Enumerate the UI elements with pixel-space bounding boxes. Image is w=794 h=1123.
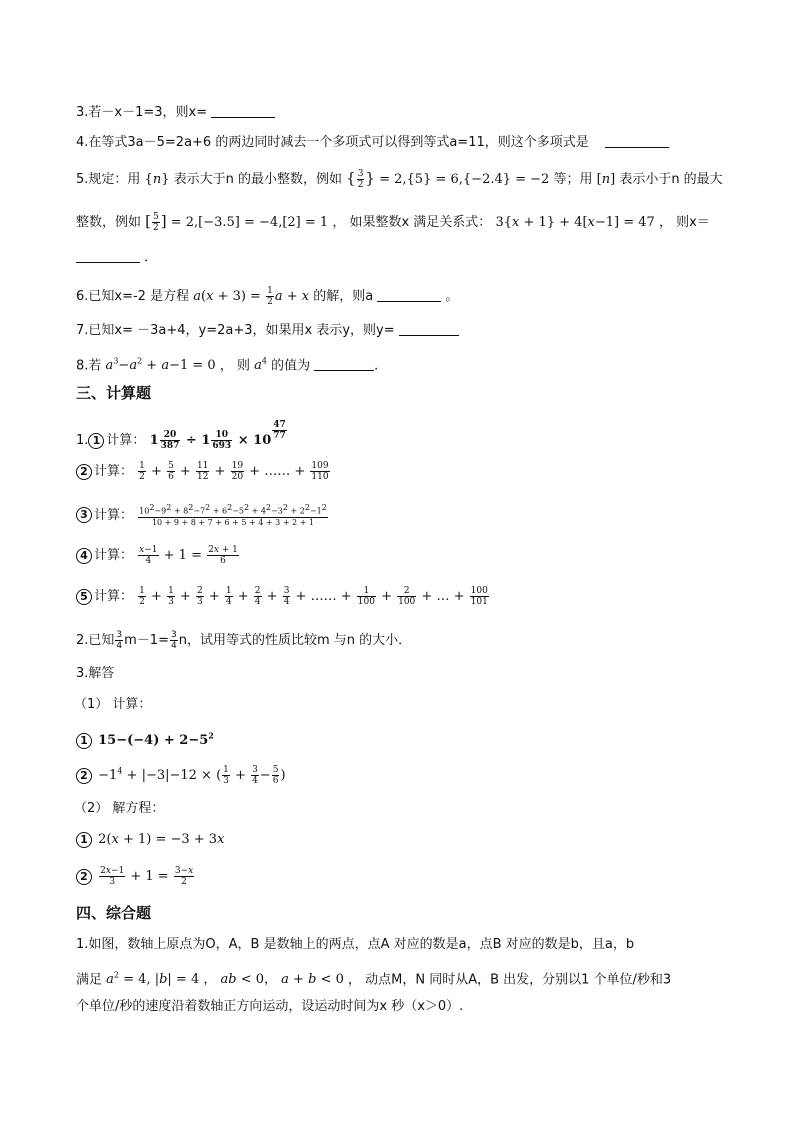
question-7-text: 7.已知x= －3a+4，y=2a+3，如果用x 表示y，则y= [76, 323, 395, 338]
answer-blank [377, 287, 441, 302]
question-5-line-3 [76, 248, 157, 268]
answer-blank [399, 321, 459, 336]
problem-4-1-text: ， 动点M，N 同时从A，B 出发，分别以1 个单位/秒和3 [347, 972, 672, 988]
question-4-text: 4.在等式3a－5=2a+6 的两边同时减去一个多项式可以得到等式a=11，则这个多项式是 [76, 135, 589, 150]
problem-3-1-2: $2 -1^4 + |-3|-12$ × ( $\frac{1}{3}$ + $\frac{3}{4}$ − $\frac{5}{6}$ ) [76, 762, 286, 786]
question-8: 8.若 $a^3-a^2 + a-1 = 0$ ， 则 $a^4$ 的值为 . [76, 357, 379, 374]
question-5-text: ， 则x＝ [658, 215, 710, 230]
problem-4-1-line-1: 1.如图，数轴上原点为O，A，B 是数轴上的两点，点A 对应的数是a，点B 对应的数是b，且a，b [76, 937, 635, 952]
calc-1-3: 3 计算： $\frac{10^2-9^2 + 8^2-7^2 + 6^2-5^2 + 4^2-3^2 + 2^2-1^2}{10 + 9 + 8 + 7 + 6 + 5 + 4 + 3 + 2 + 1}$ [76, 503, 329, 528]
question-6-text: 的解，则a [313, 289, 374, 304]
problem-3-title: 3.解答 [76, 666, 115, 681]
question-6: 6.已知x=-2 是方程 a(x + 3) = $\frac{1}{2}$ a + x 的解，则a 。 [76, 286, 459, 307]
question-3 [76, 103, 275, 123]
question-5-text: 整数，例如 [76, 215, 142, 230]
circled-number-2: 2 [76, 869, 92, 885]
calc-label: 计算： [94, 464, 134, 479]
question-5-text: 等；用 [553, 172, 593, 187]
question-6-text: 6.已知x=-2 是方程 [76, 289, 190, 304]
question-6-text: 。 [445, 289, 459, 304]
question-8-text: . [374, 358, 379, 374]
question-8-text: 8.若 [76, 358, 102, 374]
circled-number-4: 4 [76, 548, 92, 564]
question-5-line-1: 5.规定：用 {n} 表示大于n 的最小整数，例如 { $\frac{3}{2}$ } = 2,{5} = 6,{−2.4} = −2 等；用 [n] 表示小于n 的最大 [76, 169, 723, 190]
circled-number-1: 1 [88, 433, 104, 449]
section-4-heading: 四、综合题 [76, 904, 152, 922]
answer-blank [605, 133, 669, 148]
answer-blank [76, 248, 140, 263]
question-7 [76, 321, 459, 341]
problem-3-1-1: 1 $15-(-4) + 2-5^2$ [76, 726, 214, 751]
question-4 [76, 133, 669, 153]
circled-number-5: 5 [76, 589, 92, 605]
calc-1-2: 2 计算： $\frac{1}{2}$ + $\frac{5}{6}$ + $\frac{11}{12}$ + $\frac{19}{20}$ + …… + $\frac{109}{110}$ [76, 461, 331, 482]
question-5-text: 表示小于n 的最大 [619, 172, 723, 187]
answer-blank [314, 356, 374, 371]
item-number: 1. [76, 433, 89, 448]
circled-number-2: 2 [76, 464, 92, 480]
question-5-line-2: 整数，例如 [ $\frac{5}{2}$ ] = 2,[−3.5] = −4,[2] = 1 ， 如果整数x 满足关系式： 3{x + 1} + 4[x−1] = 47 ， 则x＝ [76, 212, 710, 233]
question-5-text: 表示大于n 的最小整数，例如 [173, 172, 342, 187]
section-3-heading: 三、计算题 [76, 384, 152, 402]
calc-label: 计算： [94, 548, 134, 563]
circled-number-1: 1 [76, 733, 92, 749]
problem-3-sub1: （1） 计算： [74, 697, 152, 712]
question-3-text: 3.若－x－1=3，则x= [76, 105, 208, 120]
calc-label: 计算： [94, 589, 134, 604]
question-8-text: 的值为 [271, 358, 311, 374]
problem-2: 2.已知 $\frac{3}{4}$ m－1= $\frac{3}{4}$ n，试用等式的性质比较m 与n 的大小． [76, 630, 412, 651]
question-5-text: 5.规定：用 [76, 172, 141, 187]
problem-3-sub2: （2） 解方程： [74, 801, 165, 816]
problem-2-text: n，试用等式的性质比较m 与n 的大小． [178, 633, 412, 648]
calc-label: 计算： [106, 433, 146, 448]
calc-1-5: 5 计算： $\frac{1}{2}$ + $\frac{1}{3}$ + $\frac{2}{3}$ + $\frac{1}{4}$ + $\frac{2}{4}$ + $\frac{3}{4}$ + …… + $\frac{1}{100}$ + $\frac{2}{100}$ + … + $\frac{100}{101}$ [76, 586, 490, 607]
calc-1-1: 1. 1 计算： 1 $\frac{20}{387}$ ÷ 1 $\frac{10}{693}$ × 10 $\frac{47}{77}$ [76, 420, 286, 451]
problem-2-text: m－1= [124, 633, 169, 648]
answer-blank [211, 103, 275, 118]
problem-4-1-line-2: 满足 $a^2 = 4$, |b| = 4 ， ab < 0， a + b < 0 ， 动点M，N 同时从A，B 出发，分别以1 个单位/秒和3 [76, 971, 672, 988]
problem-3-2-1: 1 2(x + 1) = −3 + 3x [76, 830, 224, 850]
problem-4-1-text: 满足 [76, 972, 103, 988]
problem-3-2-2: 2 $\frac{2x-1}{3}$ + 1 = $\frac{3-x}{2}$ [76, 866, 195, 887]
problem-4-1-line-3: 个单位/秒的速度沿着数轴正方向运动，设运动时间为x 秒（x＞0）. [76, 999, 464, 1014]
calc-1-4: 4 计算： $\frac{x-1}{4}$ + 1 = $\frac{2x + 1}{6}$ [76, 545, 240, 566]
question-5-text: ． [144, 250, 158, 265]
calc-label: 计算： [94, 507, 134, 523]
question-5-text: ， 如果整数x 满足关系式： [332, 215, 492, 230]
circled-number-2: 2 [76, 768, 92, 784]
circled-number-3: 3 [76, 507, 92, 523]
circled-number-1: 1 [76, 832, 92, 848]
question-8-text: ， 则 [219, 358, 250, 374]
problem-2-text: 2.已知 [76, 633, 115, 648]
